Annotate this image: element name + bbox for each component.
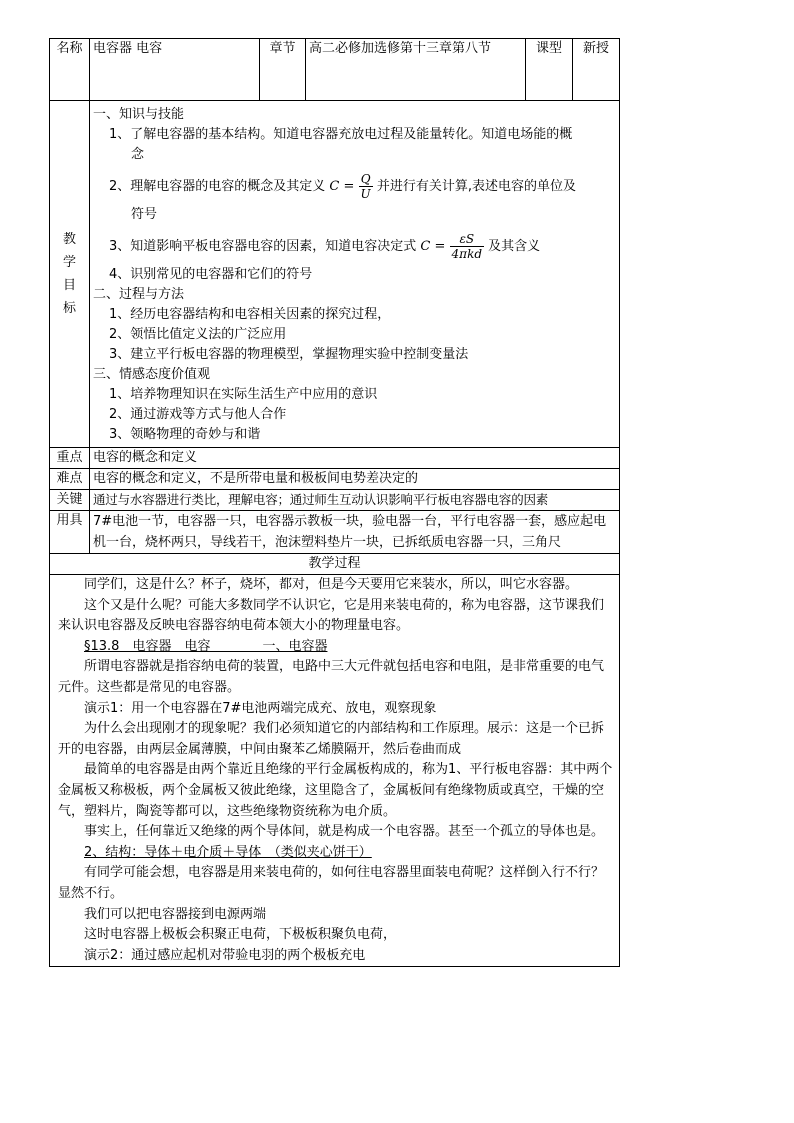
objective-text: 并进行有关计算,表述电容的单位及 — [376, 179, 576, 194]
demo-paragraph: 演示1：用一个电容器在7#电池两端完成充、放电，观察现象 — [84, 700, 437, 716]
difficulty-label: 难点 — [50, 469, 90, 490]
capacitance-definition-formula — [359, 172, 373, 201]
chapter-value: 高二必修加选修第十三章第八节 — [306, 39, 526, 101]
structure-heading: 2、结构：导体＋电介质＋导体 （类似夹心饼干） — [84, 844, 372, 860]
objectives-label-char: 学 — [62, 255, 76, 270]
objective-item: 1、培养物理知识在实际生活生产中应用的意识 — [109, 387, 378, 402]
process-paragraph: 这时电容器上极板会积聚正电荷，下极板积聚负电荷， — [84, 927, 397, 943]
process-paragraph: 同学们，这是什么？杯子，烧坏，都对，但是今天要用它来装水，所以，叫它水容器。 — [84, 577, 579, 592]
key-label: 关键 — [50, 490, 90, 511]
objectives-content — [90, 101, 620, 448]
difficulty-row — [50, 469, 620, 490]
key-value: 通过与水容器进行类比，理解电容；通过师生互动认识影响平行板电容器电容的因素 — [90, 490, 620, 511]
objective-text: 2、理解电容器的电容的概念及其定义 — [109, 179, 326, 194]
lesson-plan-document — [49, 38, 619, 967]
process-row — [50, 575, 620, 967]
objectives-label-char: 标 — [62, 301, 76, 316]
equipment-label: 用具 — [50, 511, 90, 554]
process-title-row — [50, 554, 620, 575]
objective-text: 及其含义 — [488, 239, 541, 254]
key-point-label: 重点 — [50, 448, 90, 469]
process-paragraph: 为什么会出现刚才的现象呢？我们必须知道它的内部结构和工作原理。展示：这是一个已拆开的电容器，由两层金属薄膜，中间由聚苯乙烯膜隔开，然后卷曲而成 — [58, 721, 605, 757]
demo-paragraph: 演示2：通过感应起机对带验电羽的两个极板充电 — [84, 947, 366, 963]
key-row — [50, 490, 620, 511]
process-paragraph: 所谓电容器就是指容纳电荷的装置，电路中三大元件就包括电容和电阻，是非常重要的电气元件。这些都是常见的电容器。 — [58, 659, 605, 695]
header-row — [50, 39, 620, 101]
section-title: 二、过程与方法 — [93, 287, 185, 302]
section-heading: §13.8 电容器 电容 一、电容器 — [84, 638, 328, 654]
formula-lhs: C = — [420, 239, 446, 254]
objective-item: 2、通过游戏等方式与他人合作 — [109, 407, 287, 422]
objective-item: 3、领略物理的奇妙与和谐 — [109, 427, 261, 442]
process-paragraph: 这个又是什么呢？可能大多数同学不认识它，它是用来装电荷的，称为电容器，这节课我们来认识电容器及反映电容器容纳电荷本领大小的物理量电容。 — [58, 597, 605, 634]
name-value: 电容器 电容 — [90, 39, 260, 101]
objective-item: 2、领悟比值定义法的广泛应用 — [109, 327, 287, 342]
objective-item-with-formula — [93, 169, 616, 205]
objective-text: 3、知道影响平板电容器电容的因素，知道电容决定式 — [109, 239, 417, 254]
formula-numerator: εS — [450, 232, 484, 247]
equipment-value: 7#电池一节，电容器一只，电容器示教板一块，验电器一台，平行电容器一套，感应起电机一台，烧杯两只，导线若干，泡沫塑料垫片一块，已拆纸质电容器一只，三角尺 — [90, 511, 620, 554]
type-label: 课型 — [526, 39, 573, 101]
objective-item: 1、经历电容器结构和电容相关因素的探究过程， — [109, 307, 391, 322]
objective-item: 4、识别常见的电容器和它们的符号 — [109, 267, 313, 282]
formula-numerator: Q — [359, 172, 373, 187]
objective-item: 3、建立平行板电容器的物理模型，掌握物理实验中控制变量法 — [109, 347, 469, 362]
process-content — [50, 575, 620, 967]
process-title: 教学过程 — [50, 554, 620, 575]
lesson-table — [49, 38, 620, 967]
process-paragraph: 最简单的电容器是由两个靠近且绝缘的平行金属板构成的，称为1、平行板电容器：其中两个金属板又称极板，两个金属板又彼此绝缘，这里隐含了，金属板间有绝缘物质或真空，干燥的空气，塑料片，陶瓷等都可以，这些绝缘物资统称为电介质。 — [58, 762, 613, 819]
equipment-row — [50, 511, 620, 554]
formula-lhs: C = — [329, 179, 355, 194]
key-point-value: 电容的概念和定义 — [90, 448, 620, 469]
type-value: 新授 — [573, 39, 620, 101]
name-label: 名称 — [50, 39, 90, 101]
objectives-label-char: 教 — [62, 232, 76, 247]
objectives-row — [50, 101, 620, 448]
key-point-row — [50, 448, 620, 469]
capacitance-determining-formula — [450, 232, 484, 261]
objective-item: 1、了解电容器的基本结构。知道电容器充放电过程及能量转化。知道电场能的概 — [109, 127, 573, 142]
objectives-label — [50, 101, 90, 448]
formula-denominator: 4πkd — [451, 247, 483, 261]
chapter-label: 章节 — [260, 39, 306, 101]
section-title: 三、情感态度价值观 — [93, 367, 211, 382]
process-paragraph: 有同学可能会想，电容器是用来装电荷的，如何往电容器里面装电荷呢？这样倒入行不行？显然不行。 — [58, 865, 605, 901]
formula-denominator: U — [360, 187, 371, 201]
objective-item-continued: 念 — [131, 147, 145, 162]
section-title: 一、知识与技能 — [93, 107, 185, 122]
objectives-label-char: 目 — [62, 278, 76, 293]
difficulty-value: 电容的概念和定义，不是所带电量和极板间电势差决定的 — [90, 469, 620, 490]
process-paragraph: 我们可以把电容器接到电源两端 — [84, 906, 267, 922]
objective-item-continued: 符号 — [131, 207, 158, 222]
process-paragraph: 事实上，任何靠近又绝缘的两个导体间，就是构成一个电容器。甚至一个孤立的导体也是。 — [84, 824, 605, 840]
objective-item-with-formula — [93, 229, 616, 265]
